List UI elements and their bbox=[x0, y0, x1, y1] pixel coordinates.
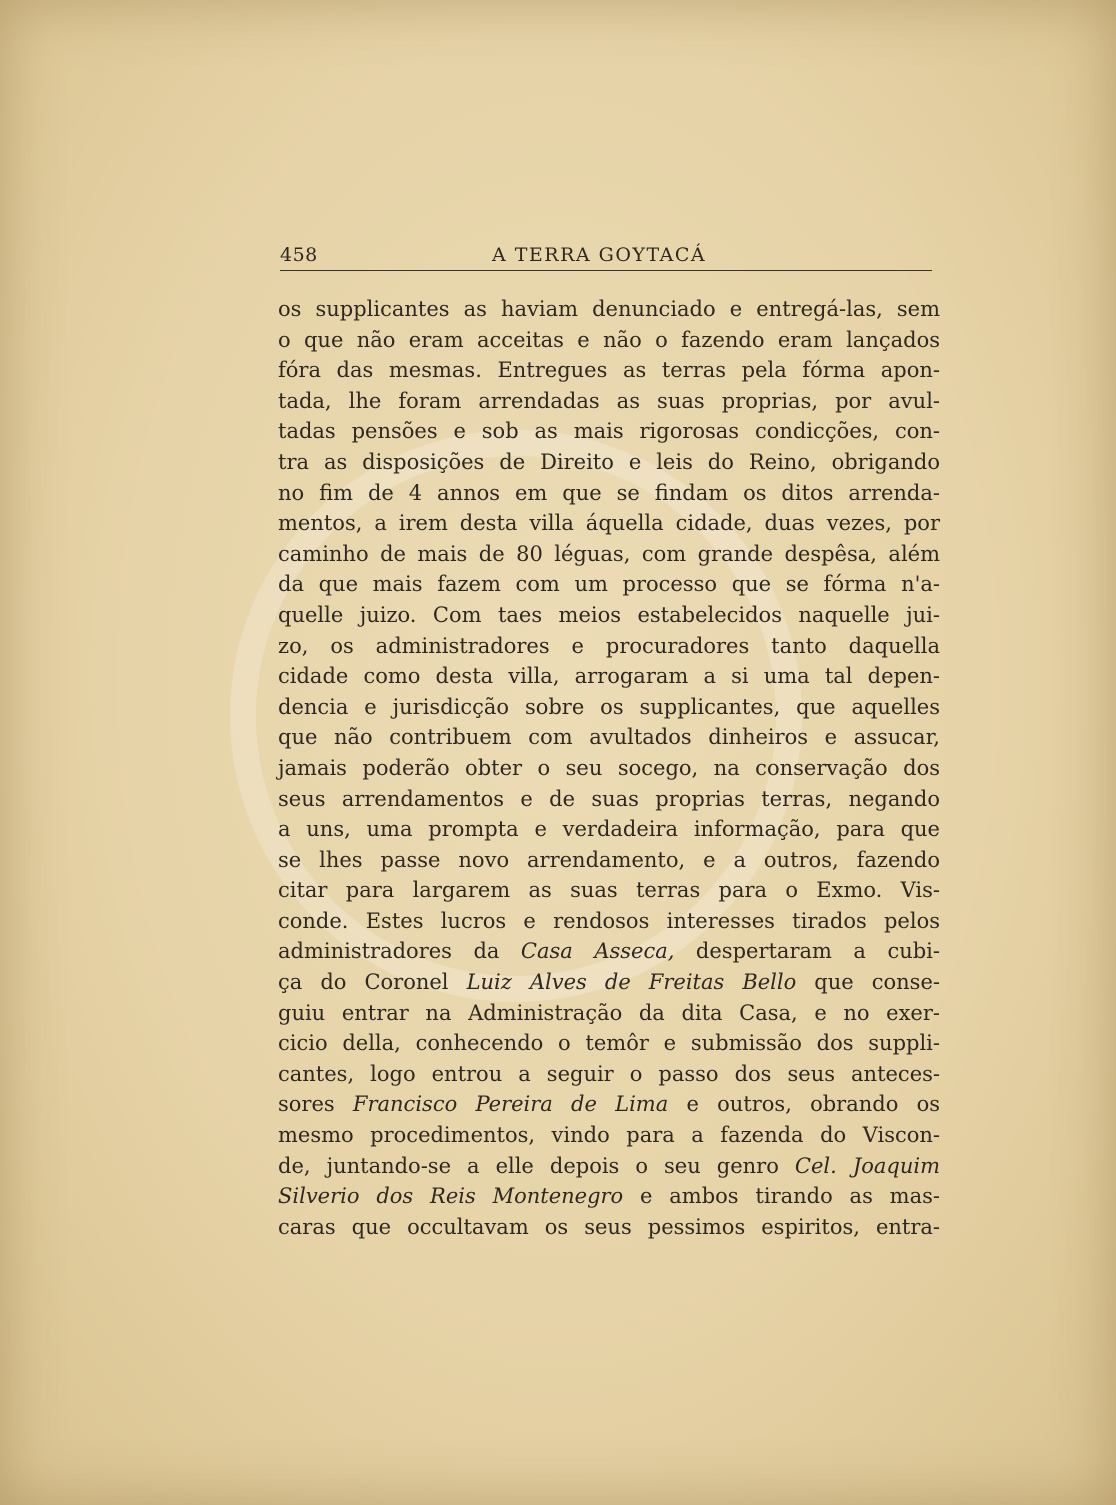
text-segment: se lhes passe novo arrendamento, e a outros, fazendo bbox=[278, 847, 940, 872]
text-segment: zo, os administradores e procuradores tanto daquella bbox=[278, 633, 940, 658]
text-segment: e ambos tirando as mas- bbox=[623, 1184, 940, 1209]
text-segment: sores bbox=[278, 1092, 353, 1117]
italic-text-segment: Luiz Alves de Freitas Bello bbox=[466, 970, 797, 995]
text-line bbox=[278, 539, 940, 570]
text-segment: guiu entrar na Administração da dita Casa, e no exer- bbox=[278, 1000, 940, 1025]
page-number: 458 bbox=[280, 244, 318, 266]
text-segment: jamais poderão obter o seu socego, na conservação dos bbox=[278, 755, 940, 780]
text-segment: cicio della, conhecendo o temôr e submissão dos suppli- bbox=[278, 1031, 940, 1056]
page-header bbox=[280, 244, 932, 271]
text-line bbox=[278, 753, 940, 784]
text-line bbox=[278, 1089, 940, 1120]
text-segment: no fim de 4 annos em que se findam os ditos arrenda- bbox=[278, 480, 940, 505]
text-segment: da que mais fazem com um processo que se fórma n'a- bbox=[278, 572, 940, 597]
text-segment: dencia e jurisdicção sobre os supplicantes, que aquelles bbox=[278, 694, 940, 719]
text-line bbox=[278, 1181, 940, 1212]
text-segment: administradores da bbox=[278, 939, 521, 964]
text-line bbox=[278, 998, 940, 1029]
text-segment: os supplicantes as haviam denunciado e entregá-las, sem bbox=[278, 297, 940, 321]
text-segment: que conse- bbox=[796, 970, 940, 995]
text-segment: cantes, logo entrou a seguir o passo dos seus anteces- bbox=[278, 1061, 940, 1086]
text-segment: tra as disposições de Direito e leis do Reino, obrigando bbox=[278, 449, 940, 474]
text-segment: mesmo procedimentos, vindo para a fazenda do Viscon- bbox=[278, 1123, 940, 1148]
italic-text-segment: Silverio dos Reis Montenegro bbox=[278, 1184, 624, 1209]
text-segment: que não contribuem com avultados dinheiros e assucar, bbox=[278, 725, 940, 750]
italic-text-segment: Francisco Pereira de Lima bbox=[352, 1092, 669, 1117]
text-segment: despertaram a cubi- bbox=[674, 939, 940, 964]
text-segment: cidade como desta villa, arrogaram a si uma tal depen- bbox=[278, 664, 940, 689]
text-line bbox=[278, 1212, 940, 1243]
text-line bbox=[278, 722, 940, 753]
text-line bbox=[278, 814, 940, 845]
text-line bbox=[278, 661, 940, 692]
text-segment: conde. Estes lucros e rendosos interesses tirados pelos bbox=[278, 908, 940, 933]
text-line bbox=[278, 1059, 940, 1090]
text-line bbox=[278, 845, 940, 876]
text-line bbox=[278, 478, 940, 509]
running-title: A TERRA GOYTACÁ bbox=[492, 244, 707, 266]
text-segment: tadas pensões e sob as mais rigorosas condicções, con- bbox=[278, 419, 940, 444]
text-line bbox=[278, 967, 940, 998]
text-segment: quelle juizo. Com taes meios estabelecidos naquelle jui- bbox=[278, 602, 940, 627]
text-segment: citar para largarem as suas terras para o Exmo. Vis- bbox=[278, 878, 940, 903]
text-line bbox=[278, 600, 940, 631]
text-line bbox=[278, 1120, 940, 1151]
text-line bbox=[278, 294, 940, 325]
italic-text-segment: Casa Asseca, bbox=[520, 939, 675, 964]
text-line bbox=[278, 906, 940, 937]
text-segment: fóra das mesmas. Entregues as terras pela fórma apon- bbox=[278, 358, 940, 383]
text-segment: tada, lhe foram arrendadas as suas proprias, por avul- bbox=[278, 388, 940, 413]
text-line bbox=[278, 325, 940, 356]
text-segment: caminho de mais de 80 léguas, com grande despêsa, além bbox=[278, 541, 940, 566]
text-line bbox=[278, 692, 940, 723]
text-line bbox=[278, 1028, 940, 1059]
text-line bbox=[278, 936, 940, 967]
text-segment: ça do Coronel bbox=[278, 970, 467, 995]
text-line bbox=[278, 355, 940, 386]
text-segment: e outros, obrando os bbox=[668, 1092, 940, 1117]
body-text bbox=[278, 294, 940, 1242]
text-line bbox=[278, 631, 940, 662]
text-line bbox=[278, 784, 940, 815]
text-segment: a uns, uma prompta e verdadeira informação, para que bbox=[278, 817, 940, 842]
text-segment: mentos, a irem desta villa áquella cidade, duas vezes, por bbox=[278, 511, 940, 536]
text-segment: o que não eram acceitas e não o fazendo eram lançados bbox=[278, 327, 940, 352]
text-segment: caras que occultavam os seus pessimos espiritos, entra- bbox=[278, 1214, 940, 1239]
text-line bbox=[278, 386, 940, 417]
text-line bbox=[278, 875, 940, 906]
text-segment: de, juntando-se a elle depois o seu genro bbox=[278, 1153, 795, 1178]
text-line bbox=[278, 508, 940, 539]
text-segment: seus arrendamentos e de suas proprias terras, negando bbox=[278, 786, 940, 811]
text-line bbox=[278, 569, 940, 600]
text-line bbox=[278, 416, 940, 447]
text-line bbox=[278, 1151, 940, 1182]
italic-text-segment: Cel. Joaquim bbox=[794, 1153, 940, 1178]
text-line bbox=[278, 447, 940, 478]
